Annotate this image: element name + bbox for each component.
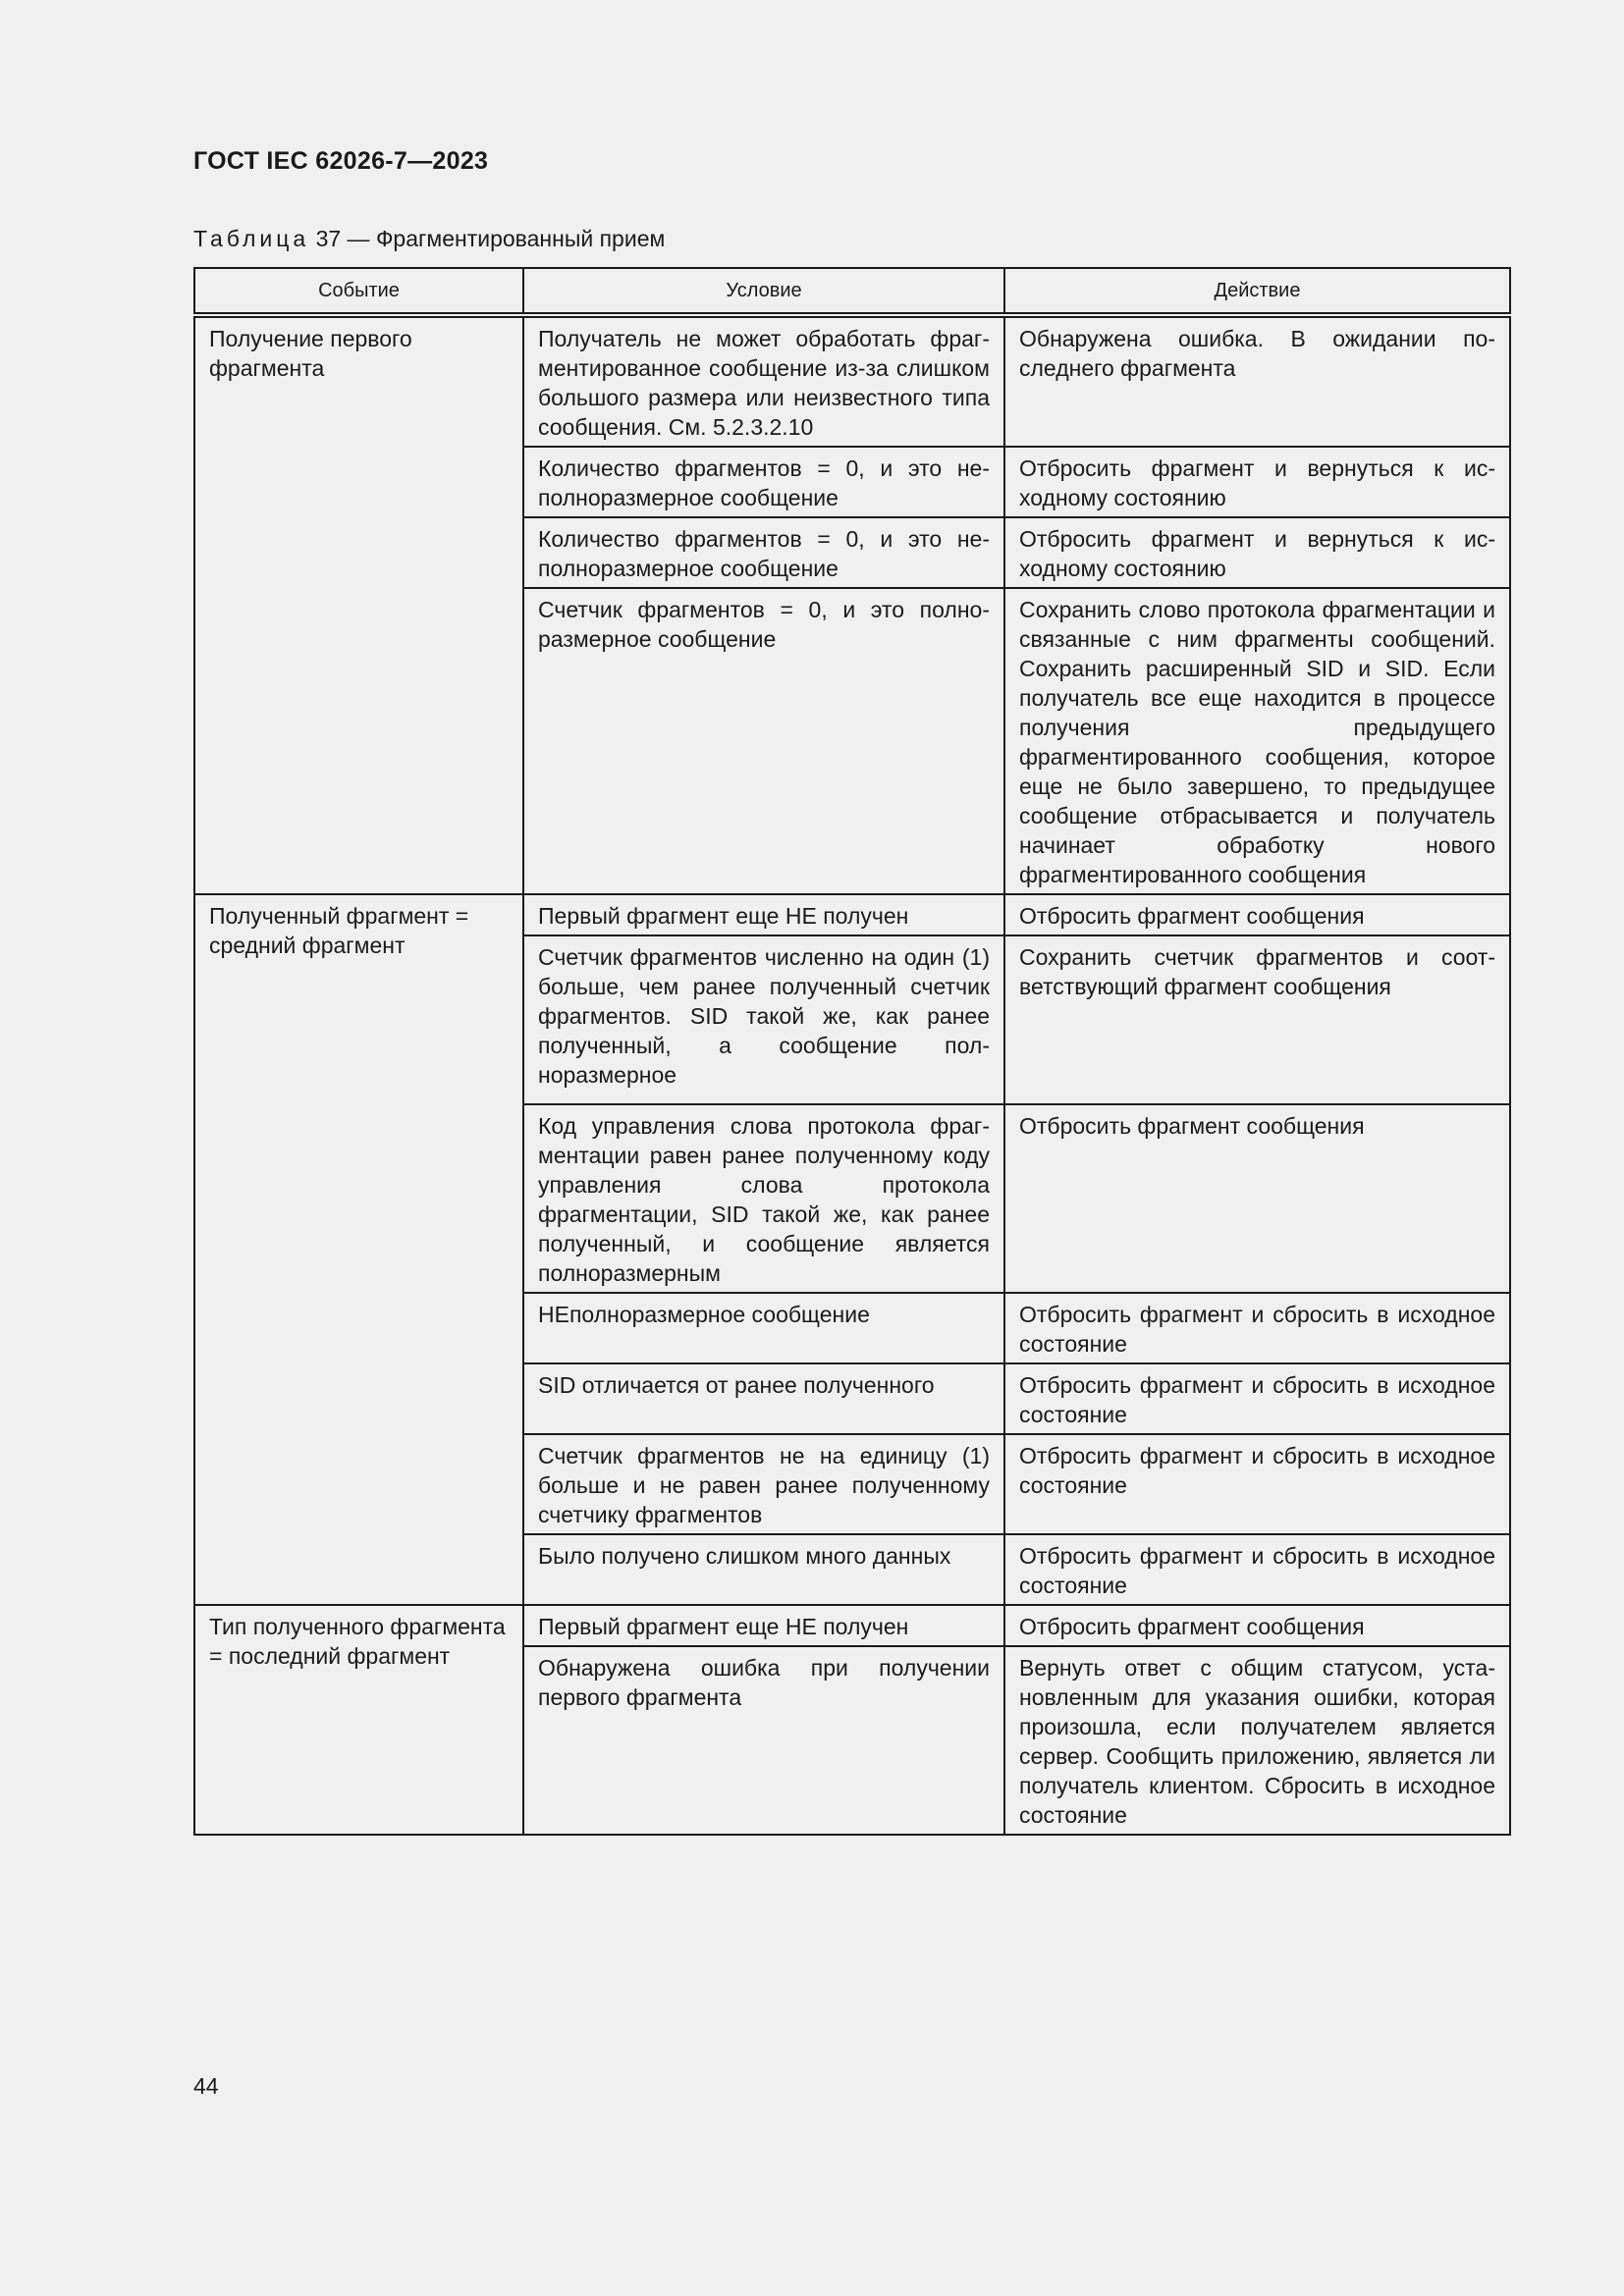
condition-cell: Счетчик фрагментов численно на один (1) больше, чем ранее полученный счетчик фрагментов. SID такой же, как ранее полученный, а сообщение полноразмерное [523, 935, 1004, 1104]
action-cell: Отбросить фрагмент и сбросить в исходное состояние [1004, 1363, 1510, 1434]
action-cell: Отбросить фрагмент и вернуться к исходному состоянию [1004, 447, 1510, 517]
condition-cell: SID отличается от ранее полученного [523, 1363, 1004, 1434]
condition-cell: Счетчик фрагментов = 0, и это полноразмерное сообщение [523, 588, 1004, 894]
condition-cell: Было получено слишком много данных [523, 1534, 1004, 1605]
action-cell: Сохранить счетчик фрагментов и соответствующий фрагмент сообщения [1004, 935, 1510, 1104]
condition-cell: Первый фрагмент еще НЕ получен [523, 894, 1004, 935]
condition-cell: Код управления слова протокола фрагментации равен ранее полученному коду управления слова протокола фрагментации, SID такой же, как ранее полученный, и сообщение является полноразмерным [523, 1104, 1004, 1293]
condition-cell: НЕполноразмерное сообщение [523, 1293, 1004, 1363]
column-header-event: Событие [194, 268, 523, 315]
condition-cell: Обнаружена ошибка при получении первого фрагмента [523, 1646, 1004, 1835]
action-cell: Отбросить фрагмент сообщения [1004, 1104, 1510, 1293]
fragmented-reception-table [193, 267, 1511, 1836]
condition-cell: Количество фрагментов = 0, и это неполноразмерное сообщение [523, 447, 1004, 517]
action-cell: Отбросить фрагмент и сбросить в исходное состояние [1004, 1534, 1510, 1605]
table-row [194, 1605, 1510, 1646]
table-caption-text: 37 — Фрагментированный прием [315, 226, 666, 251]
table-header-row [194, 268, 1510, 315]
action-cell: Обнаружена ошибка. В ожидании последнего фрагмента [1004, 315, 1510, 447]
table-row [194, 894, 1510, 935]
column-header-action: Действие [1004, 268, 1510, 315]
event-cell: Полученный фрагмент = средний фрагмент [194, 894, 523, 1605]
event-cell: Тип полученного фрагмента = последний фрагмент [194, 1605, 523, 1835]
page-number: 44 [193, 2073, 219, 2099]
document-code-header: ГОСТ IEC 62026-7—2023 [193, 147, 489, 175]
condition-cell: Счетчик фрагментов не на единицу (1) больше и не равен ранее полученному счетчику фрагментов [523, 1434, 1004, 1534]
column-header-condition: Условие [523, 268, 1004, 315]
condition-cell: Количество фрагментов = 0, и это неполноразмерное сообщение [523, 517, 1004, 588]
action-cell: Отбросить фрагмент и сбросить в исходное состояние [1004, 1434, 1510, 1534]
action-cell: Отбросить фрагмент и сбросить в исходное состояние [1004, 1293, 1510, 1363]
table-row [194, 315, 1510, 447]
table-caption [193, 226, 665, 252]
action-cell: Отбросить фрагмент сообщения [1004, 894, 1510, 935]
action-cell: Сохранить слово протокола фрагментации и связанные с ним фрагменты сообщений. Сохранить расширенный SID и SID. Если получатель все еще находится в процессе получения предыдущего фрагментированного сообщения, которое еще не было завершено, то предыдущее сообщение отбрасывается и получатель начинает обработку нового фрагментированного сообщения [1004, 588, 1510, 894]
event-cell: Получение первого фрагмента [194, 315, 523, 894]
condition-cell: Первый фрагмент еще НЕ получен [523, 1605, 1004, 1646]
action-cell: Вернуть ответ с общим статусом, установленным для указания ошибки, которая произошла, если получателем является сервер. Сообщить приложению, является ли получатель клиентом. Сбросить в исходное состояние [1004, 1646, 1510, 1835]
condition-cell: Получатель не может обработать фрагментированное сообщение из-за слишком большого размера или неизвестного типа сообщения. См. 5.2.3.2.10 [523, 315, 1004, 447]
table-caption-label: Таблица [193, 226, 310, 251]
action-cell: Отбросить фрагмент и вернуться к исходному состоянию [1004, 517, 1510, 588]
action-cell: Отбросить фрагмент сообщения [1004, 1605, 1510, 1646]
